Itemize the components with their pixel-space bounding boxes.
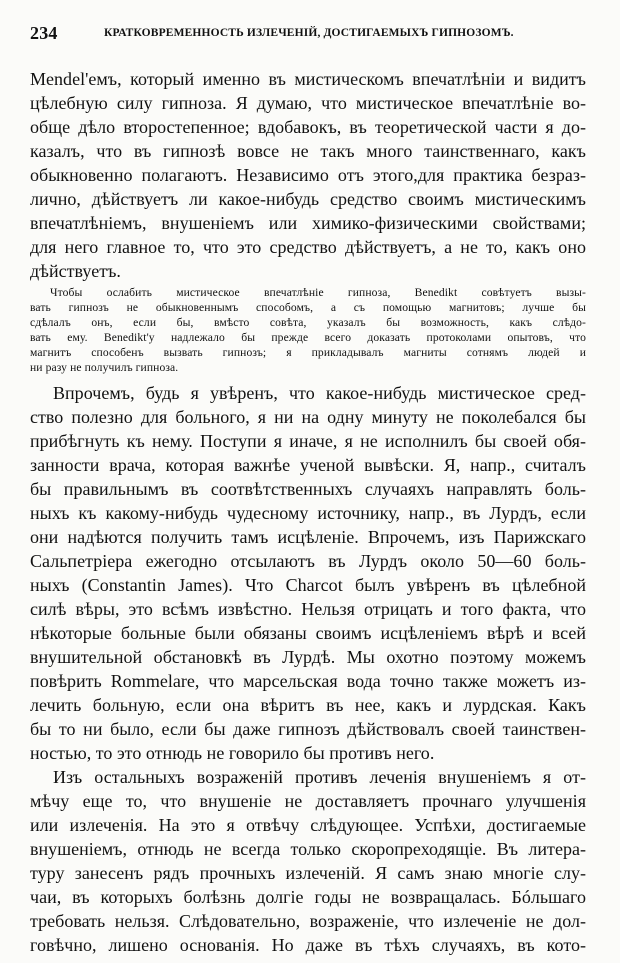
text-line: внушеніемъ, отнюдь не всегда только скоропреходящіе. Въ литера- [30, 839, 586, 859]
text-line: обще дѣло второстепенное; вдобавокъ, въ теоретической части я до- [30, 117, 586, 137]
text-line: внушительной обстановкѣ въ Лурдѣ. Мы охотно поэтому можемъ [30, 647, 586, 667]
text-line: Сальпетріера ежегодно отсылаютъ въ Лурдъ около 50—60 боль- [30, 551, 586, 571]
text-line: силѣ вѣры, это всѣмъ извѣстно. Нельзя отрицать и того факта, что [30, 599, 586, 619]
footnote-line: вать ему. Benedikt'у надлежало бы прежде всего доказать протоколами опытовъ, что [30, 331, 586, 344]
text-line: обыкновенно полагаютъ. Независимо отъ этого,для практика безраз- [30, 165, 586, 185]
text-line: мѣчу еще то, что внушеніе не доставляетъ прочнаго улучшенія [30, 791, 586, 811]
text-line: цѣлебную силу гипноза. Я думаю, что мистическое впечатлѣніе во- [30, 93, 586, 113]
text-line: лично, дѣйствуетъ ли какое-нибудь средство своимъ мистическимъ [30, 189, 586, 209]
footnote-line: ни разу не получилъ гипноза. [30, 361, 179, 374]
text-line: впечатлѣніемъ, внушеніемъ или химико-физическими свойствами; [30, 213, 586, 233]
text-line: прибѣгнуть къ нему. Поступи я иначе, я не исполнилъ бы своей обя- [30, 431, 586, 451]
footnote-line: магнитъ способенъ вызвать гипнозъ; я прикладывалъ магниты сотнямъ людей и [30, 346, 586, 359]
text-line: Впрочемъ, будь я увѣренъ, что какое-нибудь мистическое сред- [53, 383, 586, 403]
text-line: ностью, то это отнюдь не говорило бы противъ него. [30, 743, 435, 763]
running-title: КРАТКОВРЕМЕННОСТЬ ИЗЛЕЧЕНІЙ, ДОСТИГАЕМЫХЪ ГИПНОЗОМЪ. [104, 27, 514, 39]
text-line: ство полезно для больного, я ни на одну минуту не поколебался бы [30, 407, 586, 427]
text-line: для него главное то, что это средство дѣйствуетъ, а не то, какъ оно [30, 237, 586, 257]
text-line: повѣрить Rommelare, что марсельская вода точно также можетъ из- [30, 671, 586, 691]
text-line: ныхъ (Constantin James). Что Charcot былъ увѣренъ въ цѣлебной [30, 575, 586, 595]
text-line: требовать нельзя. Слѣдовательно, возраженіе, что излеченіе не дол- [30, 911, 586, 931]
page-header [30, 21, 586, 45]
text-line: говѣчно, лишено основанія. Но даже въ тѣхъ случаяхъ, въ кото- [30, 935, 586, 955]
footnote-line: Чтобы ослабить мистическое впечатлѣніе гипноза, Benedikt совѣтуетъ вызы- [50, 286, 586, 299]
text-line: Mendel'емъ, который именно въ мистическомъ впечатлѣніи и видитъ [30, 69, 586, 89]
text-line: или излеченія. На это я отвѣчу слѣдующее. Успѣхи, достигаемые [30, 815, 586, 835]
footnote-line: сдѣлалъ онъ, если бы, вмѣсто совѣта, указалъ бы возможность, какъ слѣдо- [30, 316, 586, 329]
text-line: дѣйствуетъ. [30, 261, 121, 281]
footnote-line: вать гипнозъ не обыкновеннымъ способомъ, а съ помощью магнитовъ; лучше бы [30, 301, 586, 314]
text-line: туру занесенъ рядъ прочныхъ излеченій. Я самъ знаю многіе слу- [30, 863, 586, 883]
text-line: чаи, въ которыхъ болѣзнь долгіе годы не возвращалась. Бóльшаго [30, 887, 586, 907]
text-line: ныхъ къ какому-нибудь чудесному источнику, напр., въ Лурдъ, если [30, 503, 586, 523]
text-line: Изъ остальныхъ возраженій противъ леченія внушеніемъ я от- [53, 767, 586, 787]
text-line: лечить больную, если она вѣритъ въ нее, какъ и лурдская. Какъ [30, 695, 586, 715]
text-line: казалъ, что въ гипнозѣ вовсе не такъ много таинственнаго, какъ [30, 141, 586, 161]
text-line: занности врача, которая важнѣе ученой вывѣски. Я, напр., считалъ [30, 455, 586, 475]
text-line: они надѣются получить тамъ исцѣленіе. Впрочемъ, изъ Парижскаго [30, 527, 586, 547]
text-line: нѣкоторые больные были обязаны своимъ исцѣленіемъ вѣрѣ и всей [30, 623, 586, 643]
text-line: бы то ни было, если бы даже гипнозъ дѣйствовалъ своей таинствен- [30, 719, 586, 739]
page-number: 234 [30, 23, 58, 43]
text-line: бы правильнымъ въ соотвѣтственныхъ случаяхъ направлять боль- [30, 479, 586, 499]
